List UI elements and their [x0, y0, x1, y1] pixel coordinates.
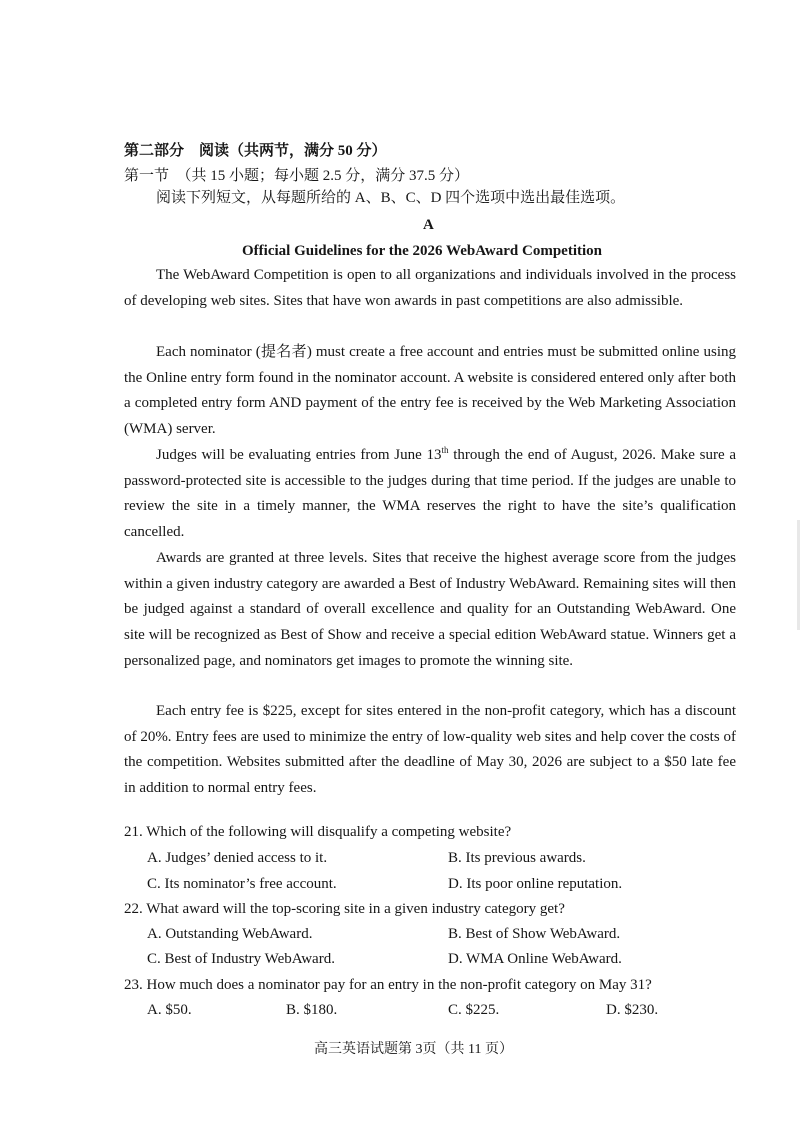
question-23-option-d: D. $230.: [606, 1002, 659, 1018]
passage-paragraph-1: The WebAward Competition is open to all organizations and individuals involved in the process of developing web sites. Sites that have won awards in past competitions are also admissible.: [124, 267, 736, 309]
question-21-option-b: B. Its previous awards.: [448, 850, 586, 866]
passage-label: A: [423, 217, 434, 233]
passage-paragraph-3: Judges will be evaluating entries from June 13th through the end of August, 2026. Make sure a password-protected site is accessible to the judges during that time period. If the judges are unable to review the site in a timely manner, the WMA reserves the right to have the site’s qualification cancelled.: [124, 445, 737, 541]
section-heading: 第二部分 阅读（共两节，满分 50 分）: [124, 143, 387, 159]
instruction-text: 阅读下列短文，从每题所给的 A、B、C、D 四个选项中选出最佳选项。: [156, 190, 626, 206]
page-footer: 高三英语试题第 3页（共 11 页）: [314, 1042, 513, 1057]
question-22-option-d: D. WMA Online WebAward.: [448, 951, 622, 967]
section-sub-heading: 第一节 （共 15 小题；每小题 2.5 分，满分 37.5 分）: [124, 168, 470, 184]
passage-paragraph-5: Each entry fee is $225, except for sites entered in the non-profit category, which has a discount of 20%. Entry fees are used to minimize the entry of low-quality web sites and help cover the costs of the competition. Websites submitted after the deadline of May 30, 2026 are subject to a $50 late fee in addition to normal entry fees.: [124, 703, 736, 797]
passage-paragraph-4: Awards are granted at three levels. Sites that receive the highest average score from the judges within a given industry category are awarded a Best of Industry WebAward. Remaining sites will then be judged against a standard of overall excellence and quality for an Outstanding WebAward. One site will be recognized as Best of Show and receive a special edition WebAward statue. Winners get a personalized page, and nominators get images to promote the winning site.: [124, 550, 736, 669]
question-21-option-d: D. Its poor online reputation.: [448, 876, 623, 892]
question-23-stem: 23. How much does a nominator pay for an entry in the non-profit category on May 31?: [124, 977, 652, 993]
question-22-option-c: C. Best of Industry WebAward.: [147, 951, 335, 967]
question-23-option-a: A. $50.: [147, 1002, 192, 1018]
passage-paragraph-2: Each nominator (提名者) must create a free account and entries must be submitted online using the Online entry form found in the nominator account. A website is considered entered only after both a completed entry form AND payment of the entry fee is received by the Web Marketing Association (WMA) server.: [124, 344, 736, 438]
question-22-option-a: A. Outstanding WebAward.: [147, 926, 313, 942]
question-22-stem: 22. What award will the top-scoring site in a given industry category get?: [124, 901, 565, 917]
question-22-option-b: B. Best of Show WebAward.: [448, 926, 621, 942]
question-21-option-a: A. Judges’ denied access to it.: [147, 850, 328, 866]
question-21-stem: 21. Which of the following will disqualify a competing website?: [124, 824, 512, 840]
question-21-option-c: C. Its nominator’s free account.: [147, 876, 337, 892]
question-23-option-b: B. $180.: [286, 1002, 338, 1018]
question-23-option-c: C. $225.: [448, 1002, 500, 1018]
passage-title: Official Guidelines for the 2026 WebAward Competition: [242, 243, 602, 259]
